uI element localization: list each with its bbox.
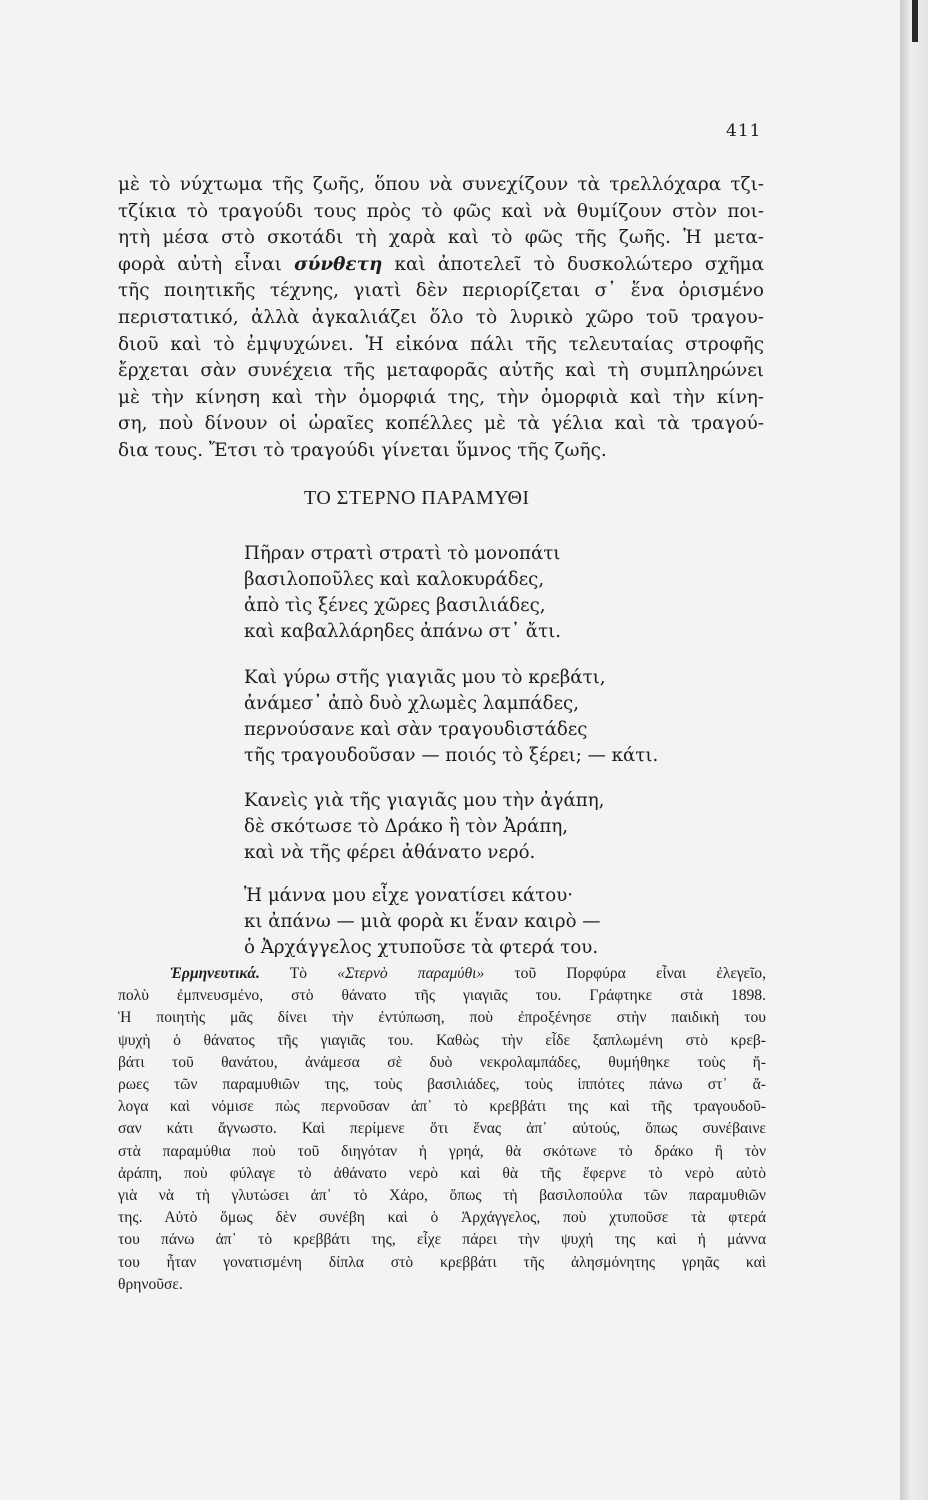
commentary-line: πολὺ ἐμπνευσμένο, στὸ θάνατο τῆς γιαγιᾶς του. Γράφτηκε στὰ 1898. [118,987,766,1005]
commentary-line: της. Αὐτὸ ὅμως δὲν συνέβη καὶ ὁ Ἀρχάγγελος, ποὺ χτυποῦσε τὰ φτερά [118,1209,766,1227]
commentary-line: ρωες τῶν παραμυθιῶν της, τοὺς βασιλιάδες, τοὺς ἱππότες πάνω στ᾽ ἄ- [118,1076,766,1094]
body-line-part: καὶ ἀποτελεῖ τὸ δυσκολώτερο σχῆμα [394,253,764,275]
commentary-line: θρηνοῦσε. [118,1275,183,1293]
body-line-part: φορὰ αὐτὴ εἶναι [118,253,282,275]
poem-verse: καὶ καβαλλάρηδες ἀπάνω στ᾽ ἄτι. [244,621,562,642]
commentary-line: βάτι τοῦ θανάτου, ἀνάμεσα σὲ δυὸ νεκρολαμπάδες, θυμήθηκε τοὺς ἥ- [118,1053,766,1071]
commentary-heading: Ἑρμηνευτικά. [170,965,260,982]
body-line: μὲ τὴν κίνηση καὶ τὴν ὀμορφιά της, τὴν ὀμορφιὰ καὶ τὴν κίνη- [118,386,764,408]
emphasis-term: σύνθετη [294,253,383,275]
poem-verse: δὲ σκότωσε τὸ Δράκο ἢ τὸν Ἀράπη, [244,816,569,837]
commentary-line [118,963,766,985]
body-line: περιστατικό, ἀλλὰ ἀγκαλιάζει ὅλο τὸ λυρικὸ χῶρο τοῦ τραγου- [118,306,764,328]
commentary-line: λογα καὶ νόμισε πὼς περνοῦσαν ἀπ᾽ τὸ κρεββάτι της καὶ τῆς τραγουδοῦ- [118,1098,766,1116]
poem-verse: ἀπὸ τὶς ξένες χῶρες βασιλιάδες, [244,595,546,616]
body-line: δια τους. Ἔτσι τὸ τραγούδι γίνεται ὕμνος τῆς ζωῆς. [118,439,607,461]
poem-verse: Πῆραν στρατὶ στρατὶ τὸ μονοπάτι [244,543,561,564]
poem-title: ΤΟ ΣΤΕΡΝΟ ΠΑΡΑΜΥΘΙ [304,487,530,509]
commentary-line: ψυχὴ ὁ θάνατος τῆς γιαγιᾶς του. Καθὼς τὴν εἶδε ξαπλωμένη στὸ κρεβ- [118,1031,766,1049]
poem-stanza [244,883,601,961]
commentary-quoted-title: «Στερνὸ παραμύθι» [337,965,485,982]
commentary-line: Ἡ ποιητὴς μᾶς δίνει τὴν ἐντύπωση, ποὺ ἐπροξένησε στὴν παιδικὴ του [118,1009,766,1027]
poem-verse: ὁ Ἀρχάγγελος χτυποῦσε τὰ φτερά του. [244,937,599,958]
page-number: 411 [726,121,762,141]
poem-stanza [244,541,561,645]
poem-stanza [244,788,604,866]
body-line [118,252,764,279]
poem-stanza [244,665,658,769]
body-line: ση, ποὺ δίνουν οἱ ὡραῖες κοπέλλες μὲ τὰ γέλια καὶ τὰ τραγού- [118,413,764,435]
poem-verse: βασιλοποῦλες καὶ καλοκυράδες, [244,569,545,590]
body-line: ἔρχεται σὰν συνέχεια τῆς μεταφορᾶς αὐτῆς καὶ τὴ συμπληρώνει [118,360,764,382]
poem-verse: Ἡ μάννα μου εἶχε γονατίσει κάτου· [244,885,574,906]
commentary-note [118,963,766,1296]
poem-verse: περνούσανε καὶ σὰν τραγουδιστάδες [244,719,588,740]
poem-verse: Καὶ γύρω στῆς γιαγιᾶς μου τὸ κρεβάτι, [244,667,606,688]
poem-verse: τῆς τραγουδοῦσαν — ποιός τὸ ξέρει; — κάτι. [244,745,659,766]
body-line: μὲ τὸ νύχτωμα τῆς ζωῆς, ὅπου νὰ συνεχίζουν τὰ τρελλόχαρα τζι- [118,174,764,195]
commentary-line: του πάνω ἀπ᾽ τὸ κρεββάτι της, εἶχε πάρει τὴν ψυχή της καὶ ἡ μάννα [118,1231,766,1249]
body-text [118,172,764,465]
body-line: ητὴ μέσα στὸ σκοτάδι τὴ χαρὰ καὶ τὸ φῶς τῆς ζωῆς. Ἡ μετα- [118,227,764,249]
poem-verse: Κανεὶς γιὰ τῆς γιαγιᾶς μου τὴν ἀγάπη, [244,790,605,811]
poem-verse: ἀνάμεσ᾽ ἀπὸ δυὸ χλωμὲς λαμπάδες, [244,693,579,714]
commentary-line: στὰ παραμύθια ποὺ τοῦ διηγόταν ἡ γρηά, θὰ σκότωνε τὸ δράκο ἢ τὸν [118,1142,766,1160]
commentary-line: ἀράπη, ποὺ φύλαγε τὸ ἀθάνατο νερὸ καὶ θὰ τῆς ἔφερνε τὸ νερὸ αὐτὸ [118,1164,766,1182]
body-line: τῆς ποιητικῆς τέχνης, γιατὶ δὲν περιορίζεται σ᾽ ἕνα ὁρισμένο [118,280,764,302]
commentary-line-part: τοῦ Πορφύρα εἶναι ἐλεγεῖο, [514,965,766,982]
commentary-line-part: Τὸ [289,965,308,982]
body-line: διοῦ καὶ τὸ ἐμψυχώνει. Ἡ εἰκόνα πάλι τῆς τελευταίας στροφῆς [118,333,764,355]
commentary-line: σαν κάτι ἄγνωστο. Καὶ περίμενε ὅτι ἕνας ἀπ᾽ αὐτούς, ὅπως συνέβαινε [118,1120,766,1138]
body-line: τζίκια τὸ τραγούδι τους πρὸς τὸ φῶς καὶ νὰ θυμίζουν στὸν ποι- [118,200,764,222]
commentary-line: γιὰ νὰ τὴ γλυτώσει ἀπ᾽ τὸ Χάρο, ὅπως τὴ βασιλοπούλα τῶν παραμυθιῶν [118,1187,766,1205]
commentary-line: του ἦταν γονατισμένη δίπλα στὸ κρεββάτι τῆς ἀλησμόνητης γρηᾶς καὶ [118,1253,766,1271]
poem-verse: κι ἀπάνω — μιὰ φορὰ κι ἕναν καιρὸ — [244,911,601,932]
page-edge [900,0,928,1500]
poem-verse: καὶ νὰ τῆς φέρει ἀθάνατο νερό. [244,842,536,863]
